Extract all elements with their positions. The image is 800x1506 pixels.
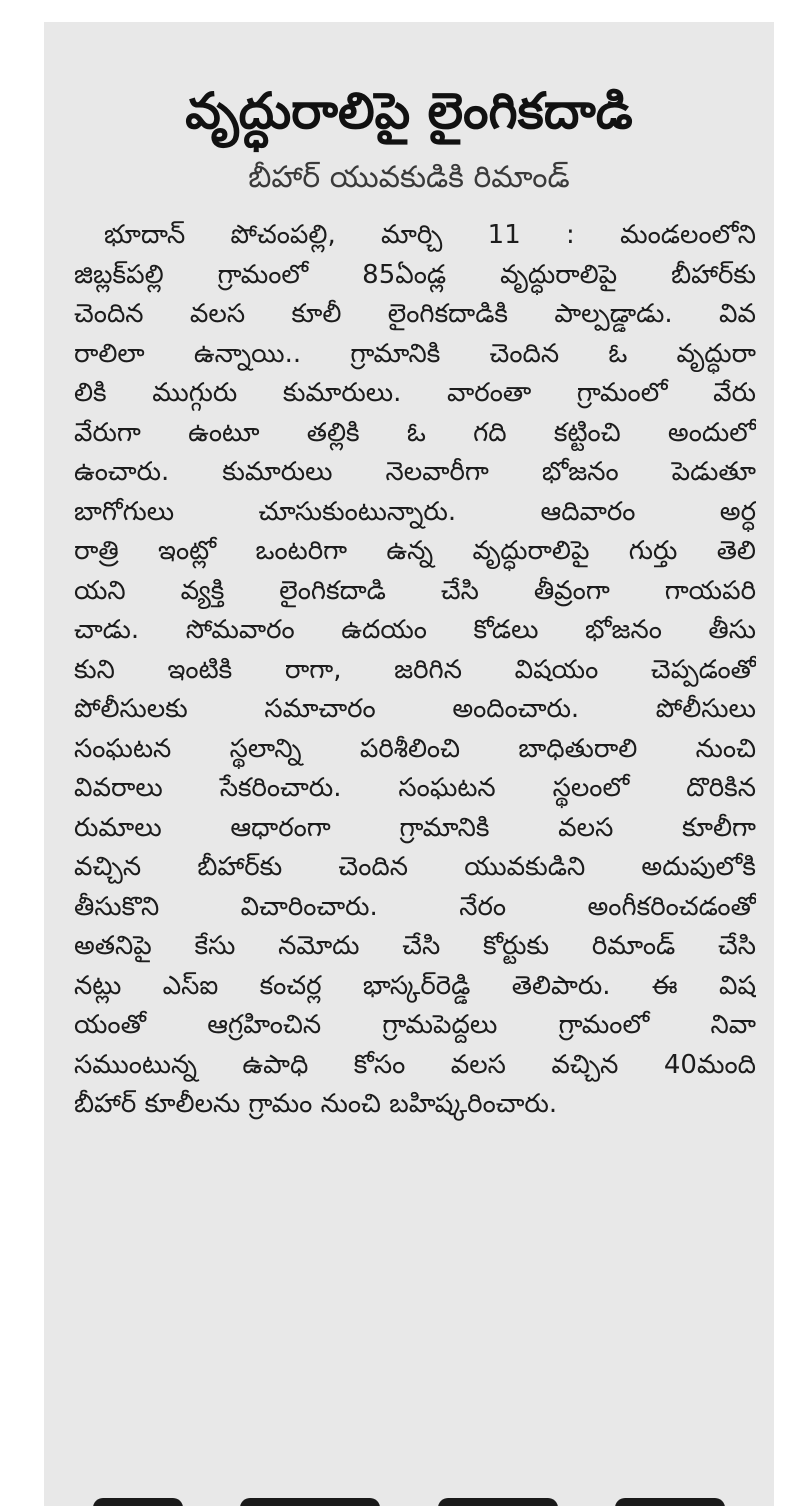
article-line: యంతో ఆగ్రహించిన గ్రామపెద్దలు గ్రామంలో నివా	[74, 1010, 756, 1040]
article-line: వేరుగా ఉంటూ తల్లికి ఓ గది కట్టించి అందులో	[74, 417, 756, 448]
article-line: సంఘటన స్థలాన్ని పరిశీలించి బాధితురాలి నుంచి	[74, 733, 756, 764]
article-line: లికి ముగ్గురు కుమారులు. వారంతా గ్రామంలో వేరు	[74, 378, 756, 408]
article-line: బీహార్ కూలీలను గ్రామం నుంచి బహిష్కరించారు.	[74, 1089, 558, 1119]
article-line: రుమాలు ఆధారంగా గ్రామానికి వలస కూలీగా	[74, 812, 756, 843]
article-line: ఉంచారు. కుమారులు నెలవారీగా భోజనం పెడుతూ	[74, 457, 756, 487]
article-line: వచ్చిన బీహార్‌కు చెందిన యువకుడిని అదుపులోకి	[74, 852, 756, 882]
article-line: యని వ్యక్తి లైంగికదాడి చేసి తీవ్రంగా గాయపరి	[74, 575, 756, 606]
article-headline: వృద్ధురాలిపై లైంగికదాడి	[185, 82, 633, 140]
article-line: చాడు. సోమవారం ఉదయం కోడలు భోజనం తీసు	[74, 615, 756, 645]
article-line: చెందిన వలస కూలీ లైంగికదాడికి పాల్పడ్డాడు. వివ	[74, 299, 756, 329]
cropped-glyph-fragment	[438, 1498, 558, 1506]
article-line: వివరాలు సేకరించారు. సంఘటన స్థలంలో దొరికిన	[74, 773, 756, 803]
next-article-headline-cropped	[64, 1498, 754, 1506]
cropped-glyph-fragment	[93, 1498, 183, 1506]
newspaper-clipping	[44, 22, 774, 1506]
cropped-glyph-fragment	[615, 1498, 725, 1506]
article-body	[74, 216, 756, 1125]
article-line: పోలీసులకు సమాచారం అందించారు. పోలీసులు	[74, 694, 756, 724]
article-line: బాగోగులు చూసుకుంటున్నారు. ఆదివారం అర్ధ	[74, 496, 756, 527]
article-line: కుని ఇంటికి రాగా, జరిగిన విషయం చెప్పడంతో	[74, 654, 756, 685]
article-line: రాలిలా ఉన్నాయి.. గ్రామానికి చెందిన ఓ వృద్ధురా	[74, 338, 756, 369]
article-line: అతనిపై కేసు నమోదు చేసి కోర్టుకు రిమాండ్ చేసి	[74, 931, 756, 961]
article-line: సముంటున్న ఉపాధి కోసం వలస వచ్చిన 40మంది	[74, 1049, 756, 1080]
article-line: తీసుకొని విచారించారు. నేరం అంగీకరించడంతో	[74, 891, 756, 922]
article-line: రాత్రి ఇంట్లో ఒంటరిగా ఉన్న వృద్ధురాలిపై గుర్తు తెలి	[74, 536, 756, 566]
article-line: భూదాన్ పోచంపల్లి, మార్చి 11 : మండలంలోని	[104, 220, 756, 250]
article-line: నట్లు ఎస్ఐ కంచర్ల భాస్కర్‌రెడ్డి తెలిపారు. ఈ విష	[74, 970, 756, 1001]
cropped-glyph-fragment	[240, 1498, 380, 1506]
article-line: జిబ్లక్‌పల్లి గ్రామంలో 85ఏండ్ల వృద్ధురాలిపై బీహార్‌కు	[74, 259, 756, 290]
article-subheadline: బీహార్ యువకుడికి రిమాండ్	[248, 160, 570, 195]
